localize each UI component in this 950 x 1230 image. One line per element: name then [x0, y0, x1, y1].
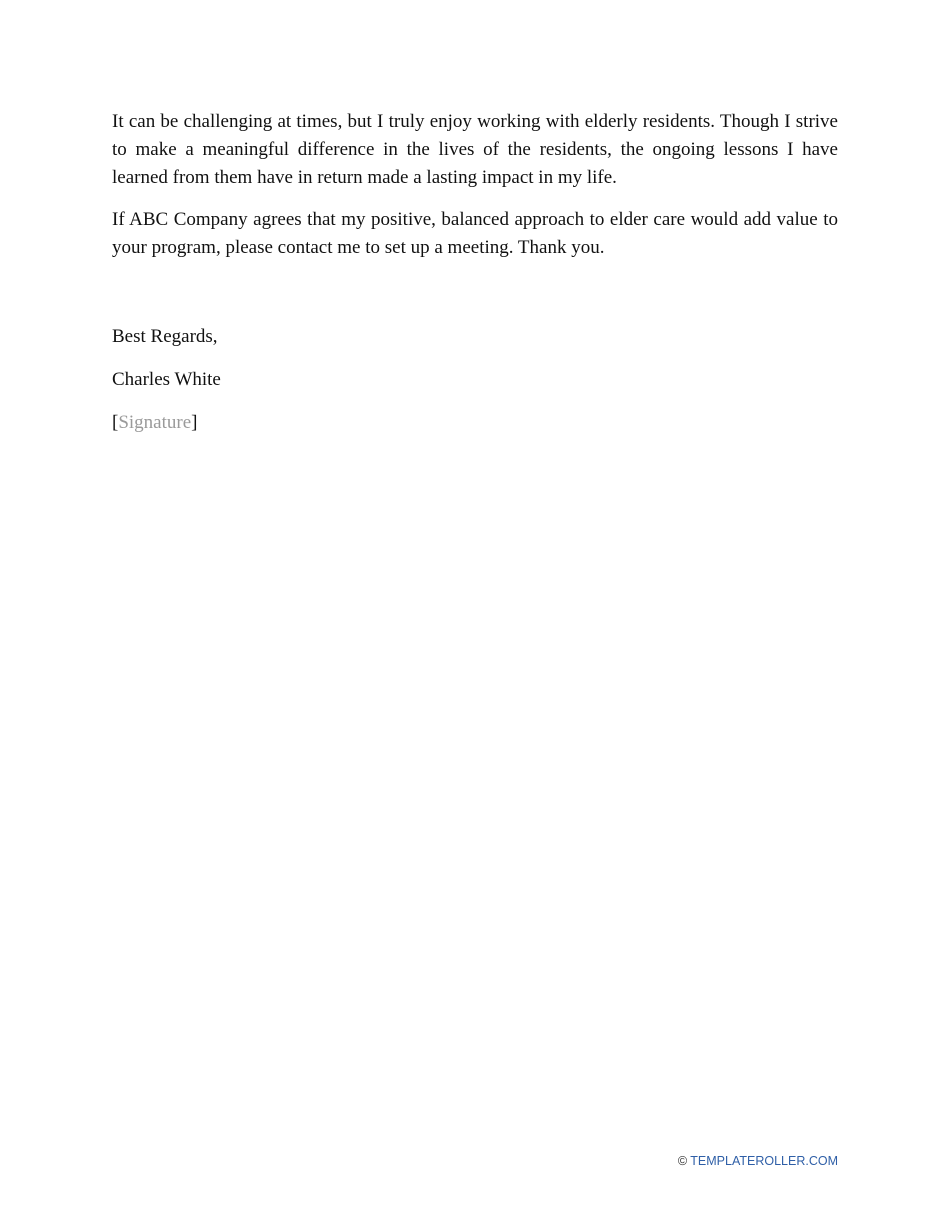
sender-name: Charles White	[112, 369, 221, 390]
signature-placeholder-text: Signature	[118, 412, 192, 433]
copyright-symbol: ©	[677, 1154, 688, 1168]
closing-salutation: Best Regards,	[112, 326, 218, 347]
signature-close-bracket: ]	[191, 412, 198, 433]
signature-open-bracket: [	[112, 412, 119, 433]
templateroller-link[interactable]: TEMPLATEROLLER.COM	[690, 1154, 838, 1168]
footer-copyright	[678, 1154, 838, 1168]
letter-body	[112, 108, 838, 433]
body-paragraph-2: If ABC Company agrees that my positive, balanced approach to elder care would add value to your program, please contact me to set up a meeting. Thank you.	[112, 209, 838, 258]
body-paragraph-1: It can be challenging at times, but I truly enjoy working with elderly residents. Though I strive to make a meaningful difference in the lives of the residents, the ongoing lessons I have learned from them have in return made a lasting impact in my life.	[112, 111, 838, 188]
signature-placeholder	[112, 409, 197, 437]
